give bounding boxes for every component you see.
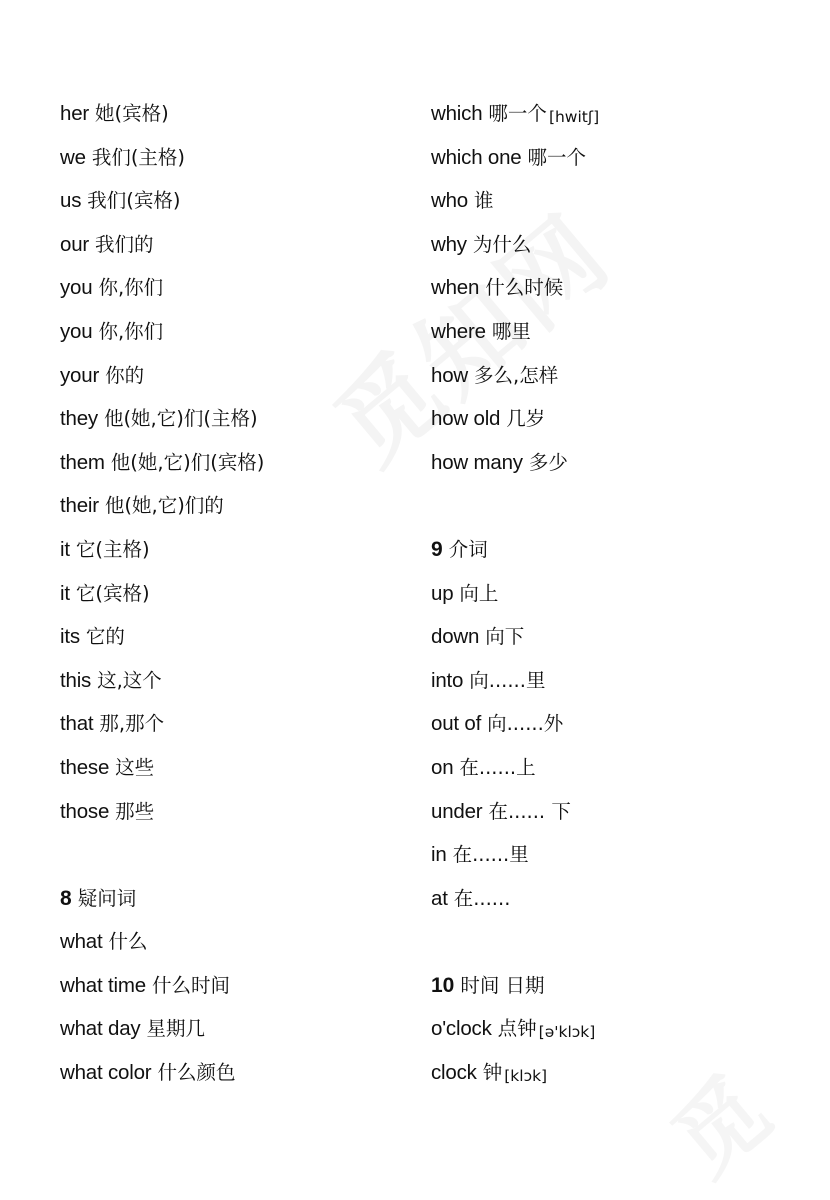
phonetic: [hwitʃ] [548, 108, 600, 126]
word-zh: 他(她,它)们(主格) [103, 407, 258, 431]
vocab-item [431, 833, 791, 877]
word-zh: 钟 [482, 1061, 503, 1085]
right-column [431, 92, 791, 1095]
vocab-item [431, 877, 791, 921]
word-en: under [431, 799, 483, 823]
word-en: her [60, 102, 90, 125]
word-en: on [431, 755, 454, 779]
word-zh: 向......里 [469, 668, 546, 692]
vocab-item [60, 964, 420, 1008]
word-zh: 向......外 [487, 712, 564, 736]
vocab-item [60, 484, 420, 528]
word-zh: 多少 [528, 450, 568, 474]
word-en: up [431, 581, 454, 605]
word-en: o'clock [431, 1017, 492, 1041]
word-en: those [60, 799, 110, 823]
vocab-item [431, 790, 791, 834]
section-number: 8 [60, 886, 72, 910]
word-en: what day [60, 1017, 141, 1041]
word-zh: 什么时候 [485, 276, 564, 300]
word-en: who [431, 189, 469, 213]
word-en: into [431, 668, 464, 692]
word-en: how old [431, 407, 501, 431]
word-zh: 这些 [115, 755, 155, 779]
vocab-item [431, 441, 791, 485]
word-zh: 在......里 [452, 843, 529, 867]
word-en: this [60, 668, 92, 692]
vocab-item [431, 266, 791, 310]
word-zh: 她(宾格) [95, 102, 169, 125]
word-en: it [60, 537, 70, 561]
word-zh: 我们(宾格) [87, 189, 181, 213]
vocab-item [431, 397, 791, 441]
vocab-item [431, 1051, 791, 1095]
vocab-item [60, 702, 420, 746]
phonetic: [ə'klɔk] [538, 1023, 596, 1042]
word-en: in [431, 843, 447, 867]
section-title: 疑问词 [77, 886, 137, 910]
vocab-item [60, 441, 420, 485]
word-en: clock [431, 1061, 477, 1085]
word-en: they [60, 407, 98, 431]
vocab-item [60, 266, 420, 310]
vocab-item [60, 92, 420, 136]
word-zh: 什么颜色 [157, 1061, 236, 1085]
word-zh: 几岁 [506, 407, 546, 431]
word-zh: 向下 [485, 625, 525, 649]
word-zh: 什么 [108, 930, 148, 954]
word-en: what [60, 930, 103, 954]
section-number: 9 [431, 537, 443, 561]
word-zh: 向上 [459, 581, 499, 605]
section-title: 介词 [448, 537, 488, 561]
word-en: it [60, 581, 70, 605]
word-en: down [431, 625, 480, 649]
vocab-item [60, 1051, 420, 1095]
vocab-item [431, 572, 791, 616]
word-en: where [431, 319, 486, 343]
word-en: them [60, 450, 105, 474]
word-en: which [431, 102, 483, 125]
word-zh: 在...... 下 [488, 799, 571, 823]
section-title: 时间 日期 [460, 973, 545, 997]
vocab-item [60, 746, 420, 790]
word-en: how [431, 363, 469, 387]
word-zh: 在......上 [459, 755, 536, 779]
word-zh: 哪一个 [527, 145, 587, 169]
word-en: you [60, 319, 93, 343]
word-en: what color [60, 1061, 152, 1085]
section-heading-10 [431, 964, 791, 1008]
word-en: their [60, 494, 99, 518]
section-number: 10 [431, 973, 455, 997]
vocab-item [431, 179, 791, 223]
word-en: out of [431, 712, 482, 736]
left-column [60, 92, 420, 1095]
vocab-item [60, 790, 420, 834]
vocab-item [431, 92, 791, 136]
word-zh: 为什么 [472, 232, 532, 256]
word-zh: 点钟 [497, 1017, 537, 1041]
word-zh: 你,你们 [98, 276, 164, 300]
section-heading-9 [431, 528, 791, 572]
word-zh: 我们的 [95, 232, 154, 256]
vocab-item [60, 310, 420, 354]
word-en: at [431, 886, 448, 910]
vocab-item [431, 659, 791, 703]
word-zh: 哪一个 [488, 102, 547, 125]
vocab-item [60, 659, 420, 703]
word-en: these [60, 755, 110, 779]
vocab-item [60, 223, 420, 267]
word-zh: 这,这个 [97, 668, 162, 692]
spacer [431, 920, 791, 964]
word-en: which one [431, 145, 522, 169]
vocab-item [431, 615, 791, 659]
vocab-item [431, 223, 791, 267]
word-zh: 他(她,它)们的 [104, 494, 224, 518]
vocab-item [431, 1007, 791, 1051]
word-zh: 我们(主格) [91, 145, 186, 169]
word-zh: 它的 [85, 625, 125, 649]
word-en: how many [431, 450, 523, 474]
word-en: you [60, 276, 93, 300]
vocab-item [60, 572, 420, 616]
vocab-item [60, 1007, 420, 1051]
word-en: why [431, 232, 467, 256]
word-zh: 星期几 [146, 1017, 205, 1041]
word-zh: 它(宾格) [75, 581, 150, 605]
word-zh: 谁 [474, 189, 494, 213]
spacer [60, 833, 420, 877]
word-en: your [60, 363, 100, 387]
word-zh: 你的 [105, 363, 145, 387]
word-zh: 多么,怎样 [474, 363, 559, 387]
vocab-item [60, 528, 420, 572]
word-zh: 在...... [453, 886, 511, 910]
vocab-item [60, 354, 420, 398]
word-en: our [60, 232, 90, 256]
word-zh: 那些 [115, 799, 155, 823]
word-zh: 什么时间 [151, 973, 230, 997]
phonetic: [klɔk] [504, 1067, 548, 1086]
word-zh: 它(主格) [75, 537, 150, 561]
vocab-item [431, 702, 791, 746]
spacer [431, 484, 791, 528]
word-zh: 你,你们 [98, 319, 164, 343]
word-zh: 哪里 [491, 319, 531, 343]
section-heading-8 [60, 877, 420, 921]
vocab-item [431, 354, 791, 398]
vocab-item [60, 397, 420, 441]
word-en: what time [60, 973, 146, 997]
vocab-item [431, 746, 791, 790]
word-en: when [431, 276, 480, 300]
vocab-item [431, 310, 791, 354]
word-zh: 那,那个 [99, 712, 165, 736]
word-en: that [60, 712, 94, 736]
vocab-item [60, 136, 420, 180]
word-en: its [60, 625, 80, 649]
word-zh: 他(她,它)们(宾格) [110, 450, 265, 474]
vocab-item [60, 179, 420, 223]
word-en: we [60, 145, 86, 169]
vocab-item [60, 615, 420, 659]
vocab-item [60, 920, 420, 964]
word-en: us [60, 189, 82, 213]
vocab-item [431, 136, 791, 180]
